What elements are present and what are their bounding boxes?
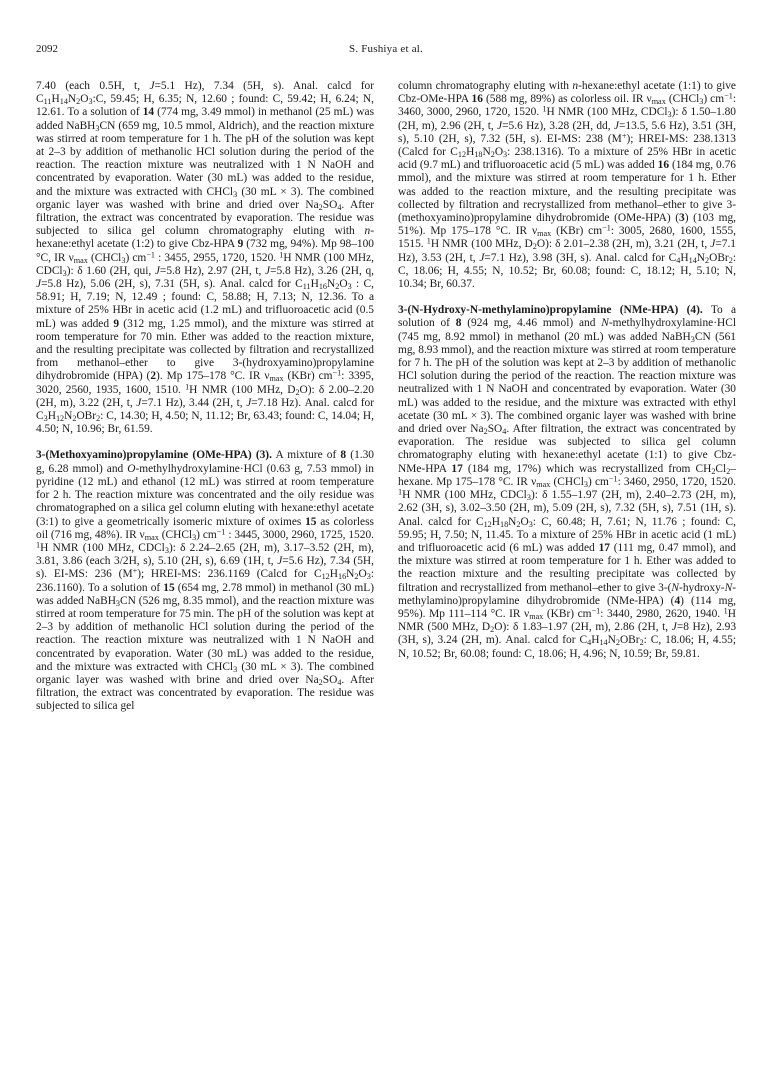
page-header bbox=[36, 43, 736, 59]
running-head: S. Fushiya et al. bbox=[349, 43, 423, 55]
right-column bbox=[398, 80, 736, 661]
right-paragraph-1: column chromatography eluting with n-hexane:ethyl acetate (1:1) to give Cbz-OMe-HPA 16 (588 mg, 89%) as colorless oil. IR $\nu_{max}$ (CHCl$_3$) $cm^{-1}$: 3460, 3000, 2960, 1720, 1520. $^1$H NMR (100 MHz, CDCl$_3$): δ 1.50–1.80 (2H, m), 2.96 (2H, t, J=5.6 Hz), 3.28 (2H, dd, J=13.5, 5.6 Hz), 3.51 (3H, s), 5.10 (2H, s), 7.32 (5H, s). EI-MS: 238 (M+); HREI-MS: 238.1313 (Calcd for $C_{12}H_{18}N_2O_3$: 238.1316). To a mixture of 25% HBr in acetic acid (9.7 mL) and trifluoroacetic acid (5 mL) was added 16 (184 mg, 0.76 mmol), and the mixture was stirred at room temperature for 1 h. Ether was added to the reaction mixture, and the resulting precipitate was collected by filtration and recrystallized from methanol–ether to give 3-(methoxyamino)propylamine dihydrobromide (OMe-HPA) (3) (103 mg, 51%). Mp 175–178 °C. IR $\nu_{max}$ (KBr) $cm^{-1}$: 3005, 2680, 1600, 1555, 1515. $^1$H NMR (100 MHz, $D_2O$): δ 2.01–2.38 (2H, m), 3.21 (2H, t, J=7.1 Hz), 3.53 (2H, t, J=7.1 Hz), 3.98 (3H, s). Anal. calcd for $C_4H_{14}N_2OBr_2$: C, 18.06; H, 4.55; N, 10.52; Br, 60.08; found: C, 18.12; H, 5.10; N, 10.34; Br, 60.37. bbox=[398, 80, 737, 291]
right-paragraph-2: 3-(N-Hydroxy-N-methylamino)propylamine (NMe-HPA) (4). To a solution of 8 (924 mg, 4.46 mmol) and N-methylhydroxylamine·HCl (745 mg, 8.92 mmol) in methanol (20 mL) was added NaBH$_3$CN (561 mg, 8.93 mmol), and the reaction mixture was stirred at room temperature for 7 h. The pH of the solution was kept at 2–3 by addition of methanolic HCl solution during the period of the reaction. The reaction mixture was neutralized with 1 N NaOH and concentrated by evaporation. Water (30 mL) was added to the residue, and the mixture was extracted with ethyl acetate (30 mL × 3). The combined organic layer was washed with brine and dried over $Na_2SO_4$. After filtration, the extract was concentrated by evaporation. The residue was subjected to silica gel column chromatography eluting with hexane:ethyl acetate (1:1) to give Cbz-NMe-HPA 17 (184 mg, 17%) which was recrystallized from $CH_2Cl_2$–hexane. Mp 175–178 °C. IR $\nu_{max}$ (CHCl$_3$) $cm^{-1}$: 3460, 2950, 1720, 1520. $^1$H NMR (100 MHz, CDCl$_3$): δ 1.55–1.97 (2H, m), 2.40–2.73 (2H, m), 2.62 (3H, s), 3.02–3.50 (2H, m), 5.09 (2H, s), 7.32 (5H, s), 7.51 (1H, s). Anal. calcd for $C_{12}H_{18}N_2O_3$: C, 60.48; H, 7.61; N, 11.76 ; found: C, 59.95; H, 7.50; N, 11.45. To a mixture of 25% HBr in acetic acid (1 mL) and trifluoroacetic acid (6 mL) was added 17 (111 mg, 0.47 mmol), and the mixture was stirred at room temperature for 1 h. Ether was added to the reaction mixture and the resulting precipitate was collected by filtration and recrystallized from methanol–ether to give 3-(N-hydroxy-N-methylamino)propylamine dihydrobromide (NMe-HPA) (4) (114 mg, 95%). Mp 111–114 °C. IR $\nu_{max}$ (KBr) $cm^{-1}$: 3440, 2980, 2620, 1940. $^1$H NMR (500 MHz, $D_2O$): δ 1.83–1.97 (2H, m), 2.86 (2H, t, J=8 Hz), 2.93 (3H, s), 3.24 (2H, m). Anal. calcd for $C_4H_{14}N_2OBr_2$: C, 18.06; H, 4.55; N, 10.52; Br, 60.08; found: C, 18.06; H, 4.96; N, 10.59; Br, 59.81. bbox=[398, 304, 737, 660]
page-number: 2092 bbox=[36, 43, 58, 55]
section-title-ome-hpa: 3-(Methoxyamino)propylamine (OMe-HPA) (3). bbox=[36, 449, 272, 462]
left-paragraph-2: 3-(Methoxyamino)propylamine (OMe-HPA) (3). A mixture of 8 (1.30 g, 6.28 mmol) and O-methylhydroxylamine·HCl (0.63 g, 7.53 mmol) in pyridine (12 mL) and ethanol (12 mL) was stirred at room temperature for 2 h. The reaction mixture was concentrated and the oily residue was chromatographed on a silica gel column eluting with hexane:ethyl acetate (3:1) to give a geometrically isomeric mixture of oximes 15 as colorless oil (716 mg, 48%). IR $\nu_{max}$ (CHCl$_3$) $cm^{-1}$ : 3445, 3000, 2960, 1725, 1520. $^1$H NMR (100 MHz, CDCl$_3$): δ 2.24–2.65 (2H, m), 3.17–3.52 (2H, m), 3.81, 3.86 (each 3/2H, s), 5.10 (2H, s), 6.69 (1H, t, J=5.6 Hz), 7.34 (5H, s). EI-MS: 236 (M+); HREI-MS: 236.1169 (Calcd for $C_{12}H_{16}N_2O_3$: 236.1160). To a solution of 15 (654 mg, 2.78 mmol) in methanol (30 mL) was added NaBH$_3$CN (526 mg, 8.35 mmol), and the reaction mixture was stirred at room temperature for 75 min. The pH of the solution was kept at 2–3 by addition of methanolic HCl solution during the period of the reaction. The reaction mixture was neutralized with 1 N NaOH and concentrated by evaporation. Water (30 mL) was added to the residue, and the mixture was extracted with CHCl$_3$ (30 mL × 3). The combined organic layer was washed with brine and dried over $Na_2SO_4$. After filtration, the extract was concentrated by evaporation. The residue was subjected to silica gel bbox=[36, 449, 374, 713]
section-title-nme-hpa: 3-(N-Hydroxy-N-methylamino)propylamine (NMe-HPA) (4). bbox=[398, 304, 703, 317]
left-column bbox=[36, 80, 374, 714]
left-paragraph-1: 7.40 (each 0.5H, t, J=5.1 Hz), 7.34 (5H, s). Anal. calcd for $C_{11}H_{14}N_2O_3:C$, 59.45; H, 6.35; N, 12.60 ; found: C, 59.42; H, 6.24; N, 12.61. To a solution of 14 (774 mg, 3.49 mmol) in methanol (25 mL) was added NaBH$_3$CN (659 mg, 10.5 mmol, Aldrich), and the reaction mixture was stirred at room temperature for 1 h. The pH of the solution was kept at 2–3 by addition of methanolic HCl solution during the period of the reaction. The reaction mixture was neutralized with 1 N NaOH and concentrated by evaporation. Water (30 mL) was added to the residue, and the mixture was extracted with CHCl$_3$ (30 mL × 3). The combined organic layer was washed with brine and dried over $Na_2SO_4$. After filtration, the extract was concentrated by evaporation. The residue was subjected to silica gel column chromatography eluting with n-hexane:ethyl acetate (1:2) to give Cbz-HPA 9 (732 mg, 94%). Mp 98–100 °C, IR $\nu_{max}$ (CHCl$_3$) $cm^{-1}$ : 3455, 2955, 1720, 1520. $^1$H NMR (100 MHz, CDCl$_3$): δ 1.60 (2H, qui, J=5.8 Hz), 2.97 (2H, t, J=5.8 Hz), 3.26 (2H, q, J=5.8 Hz), 5.06 (2H, s), 7.31 (5H, s). Anal. calcd for $C_{11}H_{16}N_2O_3$ : C, 58.91; H, 7.19; N, 12.49 ; found: C, 58.88; H, 7.13; N, 12.36. To a mixture of 25% HBr in acetic acid (1.2 mL) and trifluoroacetic acid (0.5 mL) was added 9 (312 mg, 1.25 mmol), and the mixture was stirred at room temperature for 70 min. Ether was added to the reaction mixture, and the resulting precipitate was collected by filtration and recrystallized from methanol–ether to give 3-(hydroxyamino)propylamine dihydrobromide (HPA) (2). Mp 175–178 °C. IR $\nu_{max}$ (KBr) $cm^{-1}$: 3395, 3020, 2560, 1935, 1600, 1510. $^1$H NMR (100 MHz, $D_2O$): δ 2.00–2.20 (2H, m), 3.22 (2H, t, J=7.1 Hz), 3.44 (2H, t, J=7.18 Hz). Anal. calcd for $C_3H_{12}N_2OBr_2$: C, 14.30; H, 4.50; N, 11.12; Br, 63.43; found: C, 14.04; H, 4.50; N, 10.96; Br, 61.59. bbox=[36, 80, 375, 436]
